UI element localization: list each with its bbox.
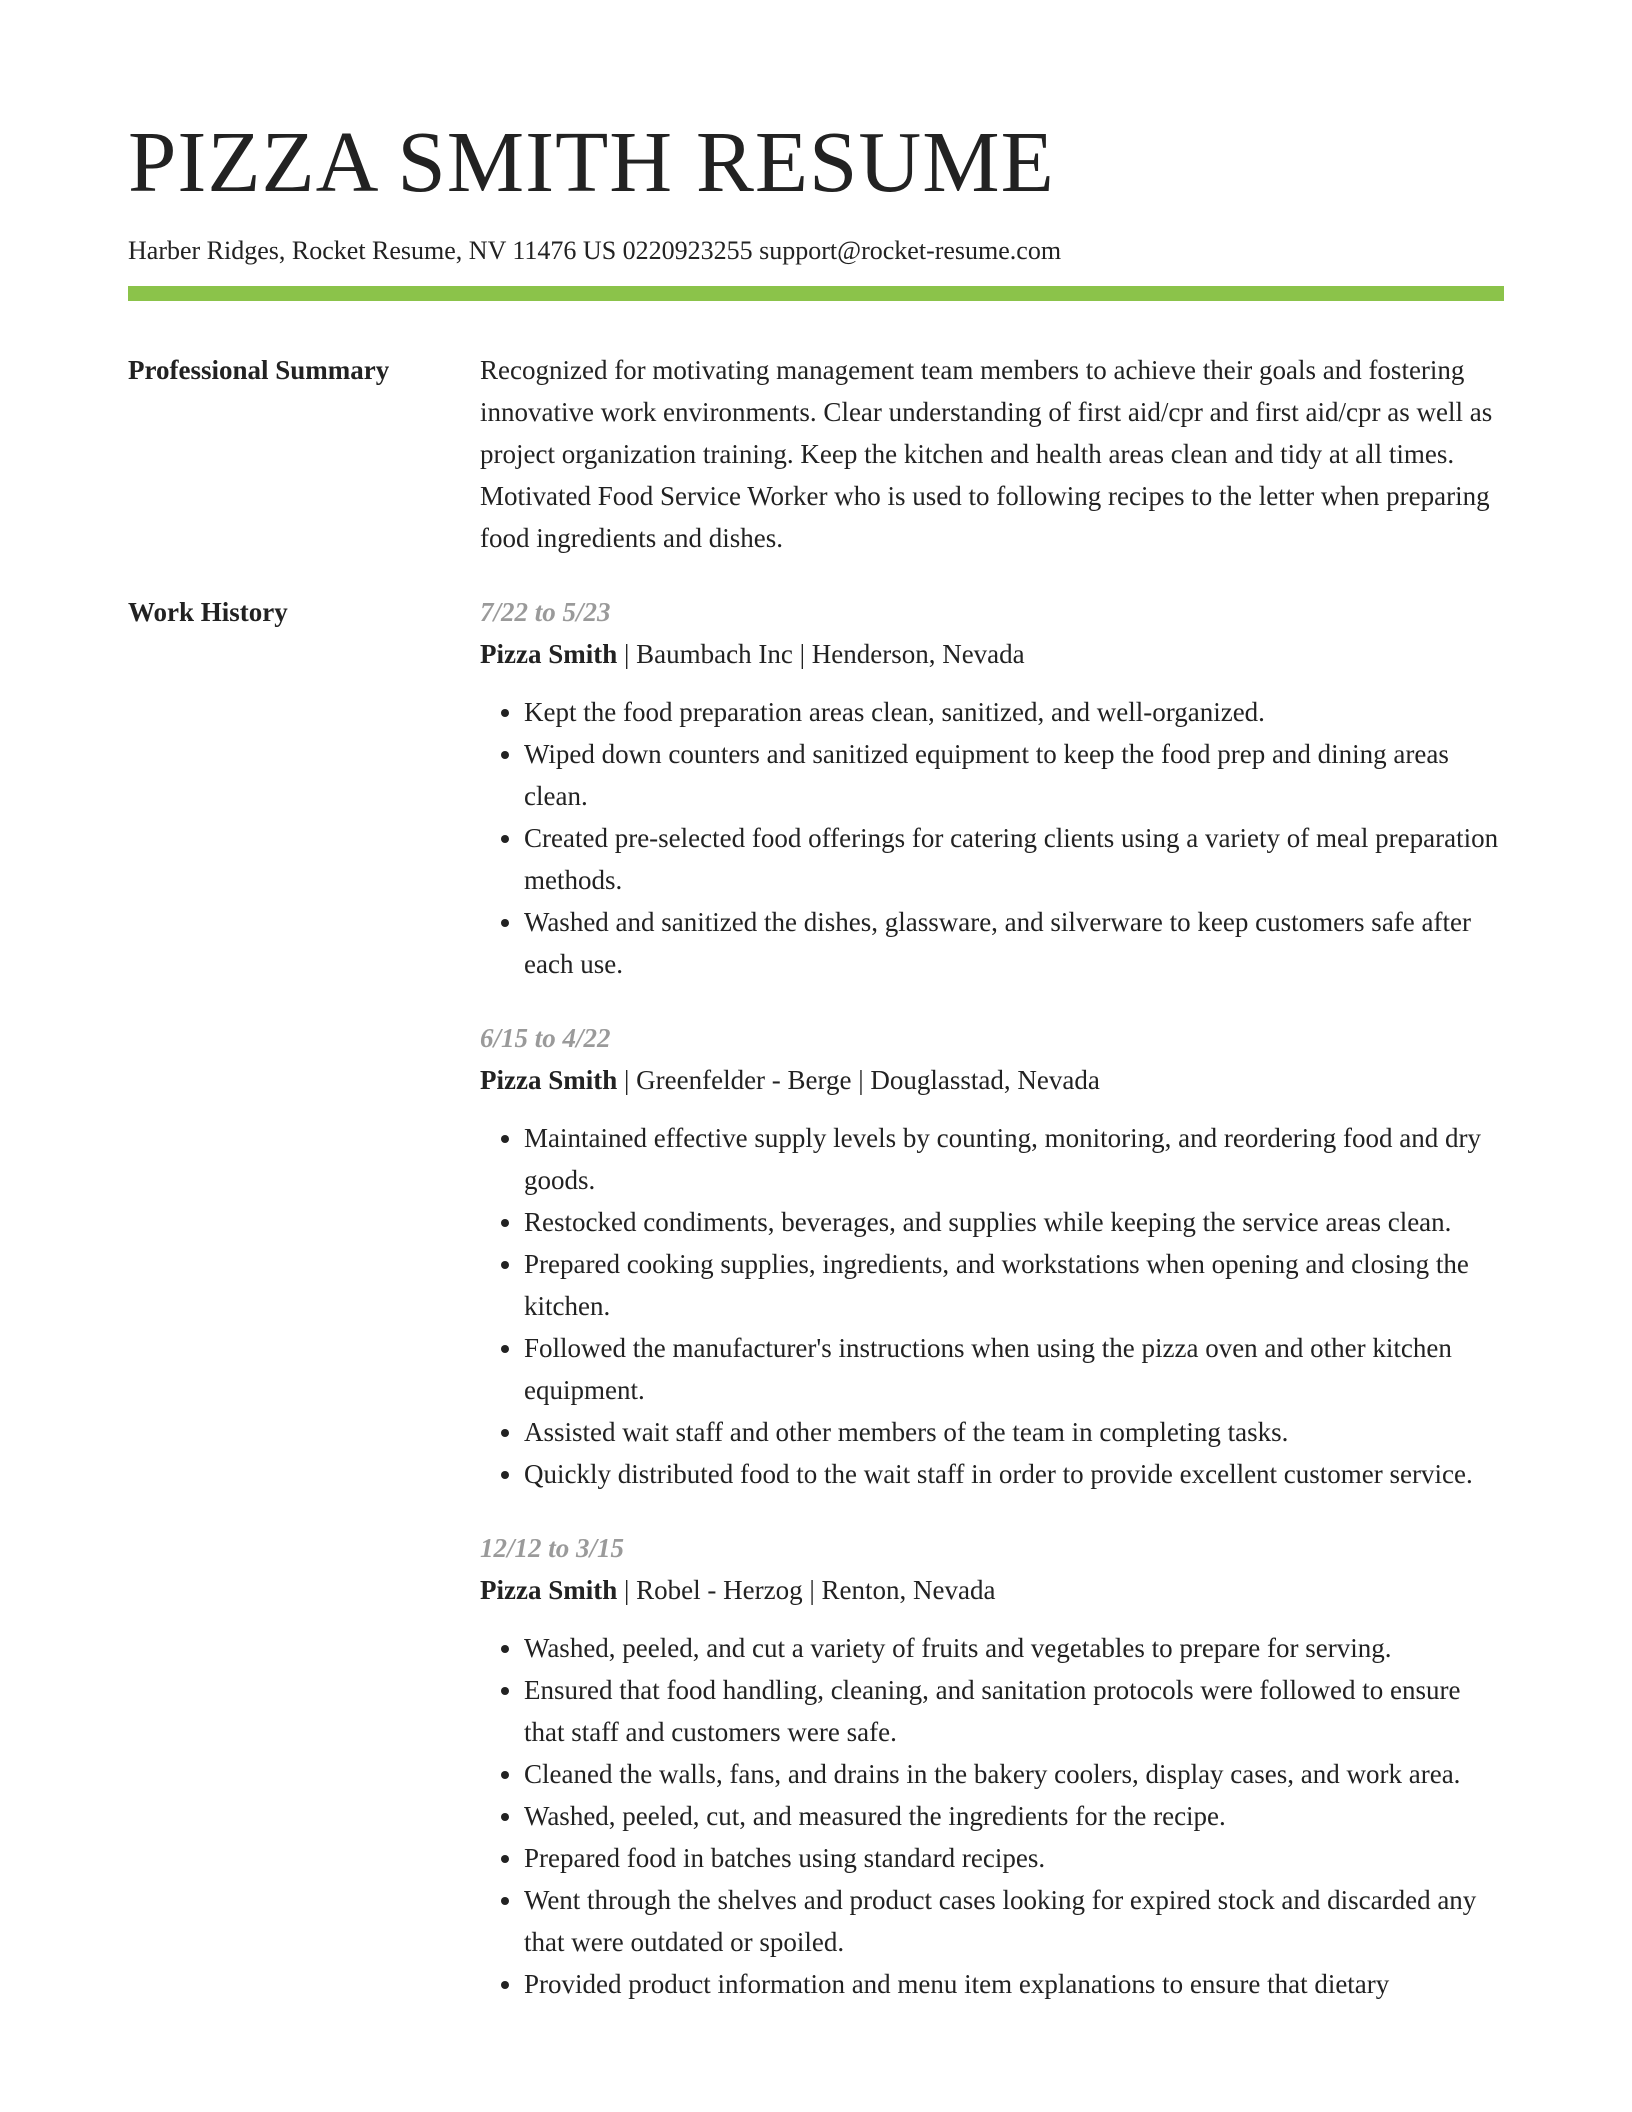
job-entry <box>480 591 1504 985</box>
professional-summary-section <box>128 349 1504 569</box>
job-entry <box>480 1527 1504 2005</box>
job-dates: 12/12 to 3/15 <box>480 1533 625 1563</box>
section-label-summary: Professional Summary <box>128 355 390 385</box>
job-duty: • Restocked condiments, beverages, and supplies while keeping the service areas clean. <box>524 1201 1504 1243</box>
summary-text: Recognized for motivating management team members to achieve their goals and fostering innovative work environments. Clear understanding of first aid/cpr and first aid/cpr as well as project organization training. Keep the kitchen and health areas clean and tidy at all times. Motivated Food Service Worker who is used to following recipes to the letter when preparing food ingredients and dishes. <box>480 355 1493 553</box>
job-title: Pizza Smith <box>480 639 618 669</box>
job-duties-list <box>480 1117 1504 1495</box>
job-employer-location: | Robel - Herzog | Renton, Nevada <box>617 1575 996 1605</box>
resume-name: PIZZA SMITH RESUME <box>128 113 1055 210</box>
accent-divider <box>128 286 1504 301</box>
job-duty: • Created pre-selected food offerings for catering clients using a variety of meal preparation methods. <box>524 817 1504 901</box>
job-duties-list <box>480 691 1504 985</box>
section-label-work-history: Work History <box>128 597 288 627</box>
job-duty: • Prepared food in batches using standard recipes. <box>524 1837 1504 1879</box>
job-duty: • Wiped down counters and sanitized equipment to keep the food prep and dining areas clean. <box>524 733 1504 817</box>
summary-body <box>480 349 1504 559</box>
job-duty: • Assisted wait staff and other members of the team in completing tasks. <box>524 1411 1504 1453</box>
job-employer-location: | Greenfelder - Berge | Douglasstad, Nevada <box>617 1065 1100 1095</box>
job-heading <box>480 1059 1504 1101</box>
job-duty: • Washed and sanitized the dishes, glassware, and silverware to keep customers safe after each use. <box>524 901 1504 985</box>
job-duty: • Went through the shelves and product cases looking for expired stock and discarded any that were outdated or spoiled. <box>524 1879 1504 1963</box>
job-duty: • Ensured that food handling, cleaning, and sanitation protocols were followed to ensure that staff and customers were safe. <box>524 1669 1504 1753</box>
job-duty: • Washed, peeled, cut, and measured the ingredients for the recipe. <box>524 1795 1504 1837</box>
job-title: Pizza Smith <box>480 1575 618 1605</box>
job-heading <box>480 633 1504 675</box>
job-title: Pizza Smith <box>480 1065 618 1095</box>
job-duty: • Provided product information and menu item explanations to ensure that dietary <box>524 1963 1504 2005</box>
job-dates: 6/15 to 4/22 <box>480 1023 611 1053</box>
job-duties-list <box>480 1627 1504 2005</box>
job-dates: 7/22 to 5/23 <box>480 597 611 627</box>
work-history-body <box>480 591 1504 2037</box>
resume-header <box>128 113 1504 266</box>
job-duty: • Kept the food preparation areas clean, sanitized, and well-organized. <box>524 691 1504 733</box>
job-duty: • Quickly distributed food to the wait staff in order to provide excellent customer service. <box>524 1453 1504 1495</box>
job-employer-location: | Baumbach Inc | Henderson, Nevada <box>617 639 1025 669</box>
job-duty: • Washed, peeled, and cut a variety of fruits and vegetables to prepare for serving. <box>524 1627 1504 1669</box>
job-duty: • Cleaned the walls, fans, and drains in the bakery coolers, display cases, and work area. <box>524 1753 1504 1795</box>
job-entry <box>480 1017 1504 1495</box>
contact-line: Harber Ridges, Rocket Resume, NV 11476 US 0220923255 support@rocket-resume.com <box>128 236 1062 265</box>
job-duty: • Followed the manufacturer's instructions when using the pizza oven and other kitchen equipment. <box>524 1327 1504 1411</box>
job-duty: • Prepared cooking supplies, ingredients, and workstations when opening and closing the kitchen. <box>524 1243 1504 1327</box>
job-heading <box>480 1569 1504 1611</box>
work-history-section <box>128 591 1504 2112</box>
job-duty: • Maintained effective supply levels by counting, monitoring, and reordering food and dry goods. <box>524 1117 1504 1201</box>
